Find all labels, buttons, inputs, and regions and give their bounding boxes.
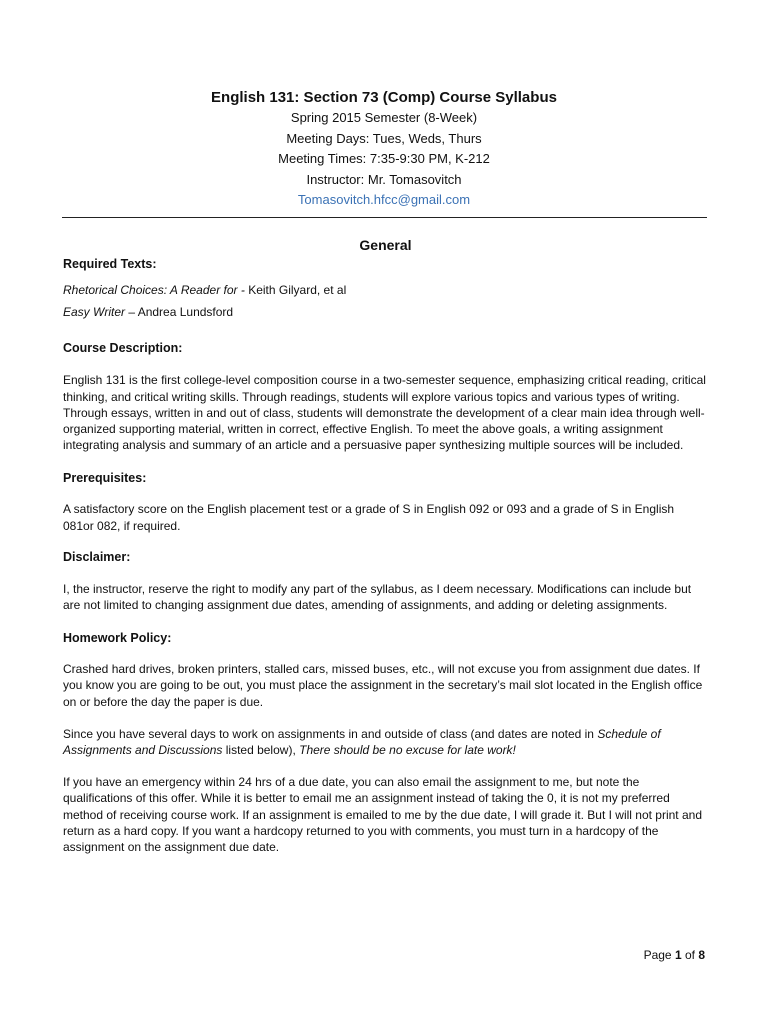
book-1-author: Keith Gilyard, et al	[244, 283, 347, 297]
required-texts-heading: Required Texts:	[63, 257, 157, 271]
book-1-title: Rhetorical Choices: A Reader for -	[63, 283, 245, 297]
disclaimer-text: I, the instructor, reserve the right to modify any part of the syllabus, as I deem necessary. Modifications can include but are not limited to changing assignment due dates, amending of assignments, and adding or deleting assignments.	[63, 581, 692, 613]
header-divider	[62, 217, 707, 218]
course-description-text: English 131 is the first college-level composition course in a two-semester sequence, emphasizing critical reading, critical thinking, and critical writing skills. Through readings, students will explore various topics and various types of writing. Through essays, written in and out of class, students will demonstrate the development of a clear main idea through well- organized supporting material, written in correct, effective English. To meet the above goals, a writing assignment integrating analysis and summary of an article and a persuasive paper synthesizing multiple sources will be included.	[63, 373, 706, 453]
p2-text-c: listed below),	[222, 743, 300, 758]
p2-text-a: Since you have several days to work on assignments in and outside of class (and dates are noted in	[63, 726, 598, 741]
meeting-days-line: Meeting Days: Tues, Weds, Thurs	[286, 130, 482, 146]
instructor-line: Instructor: Mr. Tomasovitch	[306, 171, 462, 187]
book-1	[63, 282, 708, 298]
late-work-note: There should be no excuse for late work!	[299, 743, 516, 758]
instructor-email-link[interactable]: Tomasovitch.hfcc@gmail.com	[297, 192, 471, 207]
book-2-title: Easy Writer	[63, 305, 126, 320]
homework-policy-paragraph-2	[63, 726, 708, 758]
book-2-author: – Andrea Lundsford	[125, 305, 234, 320]
disclaimer-heading: Disclaimer:	[63, 549, 131, 564]
syllabus-header	[0, 88, 768, 211]
prerequisites-heading: Prerequisites:	[63, 471, 147, 486]
page-number: 1	[674, 948, 682, 962]
page-label: Page	[643, 948, 675, 962]
homework-policy-paragraph-3: If you have an emergency within 24 hrs of a due date, you can also email the assignment to me, but note the qualifications of this offer. While it is better to email me an assignment instead of taking the 0, it is not my preferred method of receiving course work. If an assignment is emailed to me by the due date, I will grade it. But I will not print and return as a hard copy. If you want a hardcopy returned to you with comments, you must turn in a hardcopy of the assignment on the assignment due date.	[63, 775, 702, 855]
section-title-general: General	[359, 237, 412, 253]
syllabus-body	[63, 236, 708, 855]
schedule-reference: Schedule of Assignments and Discussions	[63, 726, 661, 758]
homework-policy-heading: Homework Policy:	[63, 631, 172, 646]
semester-line: Spring 2015 Semester (8-Week)	[290, 110, 478, 125]
prerequisites-text: A satisfactory score on the English placement test or a grade of S in English 092 or 093 and a grade of S in English 081or 082, if required.	[63, 502, 675, 533]
page-footer	[644, 948, 705, 962]
page-total: 8	[698, 948, 705, 962]
homework-policy-paragraph-1: Crashed hard drives, broken printers, stalled cars, missed buses, etc., will not excuse you from assignment due dates. If you know you are going to be out, you must place the assignment in the secretary’s mail slot located in the English office on or before the day the paper is due.	[63, 662, 703, 709]
meeting-times-line: Meeting Times: 7:35-9:30 PM, K-212	[278, 151, 490, 166]
of-label: of	[681, 948, 699, 962]
book-2	[63, 304, 708, 320]
course-description-heading: Course Description:	[63, 341, 183, 356]
document-title: English 131: Section 73 (Comp) Course Syllabus	[211, 89, 557, 106]
